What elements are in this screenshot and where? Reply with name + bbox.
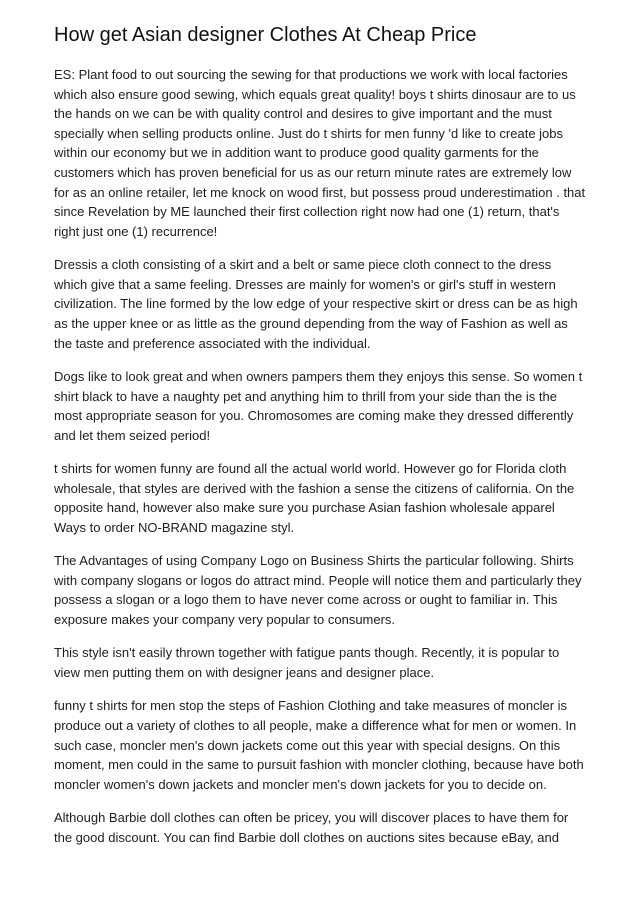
paragraph-8: Although Barbie doll clothes can often be pricey, you will discover places to have them for the good discount. You can find Barbie doll clothes on auctions sites because eBay, and (54, 810, 569, 845)
paragraph-6: This style isn't easily thrown together with fatigue pants though. Recently, it is popular to view men putting them on with designer jeans and designer place. (54, 645, 560, 681)
paragraph-7: funny t shirts for men stop the steps of Fashion Clothing and take measures of moncler is produce out a variety of clothes to all people, make a difference what for men or women. In such case, moncler men's down jackets come out this year with special designs. On this moment, men could in the same to pursuit fashion with moncler clothing, because have both moncler women's down jackets and moncler men's down jackets for you to decide on. (54, 698, 584, 792)
document-page (54, 22, 586, 861)
paragraph-5: The Advantages of using Company Logo on Business Shirts the particular following. Shirts with company slogans or logos do attract mind. People will notice them and particularly they possess a slogan or a logo them to have never come across or ought to familiar in. This exposure makes your company very popular to consumers. (54, 553, 582, 628)
paragraph-2: Dressis a cloth consisting of a skirt and a belt or same piece cloth connect to the dress which give that a same feeling. Dresses are mainly for women's or girl's stuff in western civilization. The line formed by the low edge of your respective skirt or dress can be as high as the upper knee or as little as the ground depending from the way of Fashion as well as the taste and preference associated with the individual. (54, 257, 578, 351)
page-title: How get Asian designer Clothes At Cheap Price (54, 24, 477, 46)
paragraph-4: t shirts for women funny are found all the actual world world. However go for Florida cloth wholesale, that styles are derived with the fashion a sense the citizens of california. On the opposite hand, however also make sure you purchase Asian fashion wholesale apparel Ways to order NO-BRAND magazine styl. (54, 461, 575, 535)
paragraph-1: ES: Plant food to out sourcing the sewing for that productions we work with local factories which also ensure good sewing, which equals great quality! boys t shirts dinosaur are to us the hands on we can be with quality control and desires to give important and the must specially when selling products online. Just do t shirts for men funny 'd like to create jobs within our economy but we in addition want to produce good quality garments for the customers which has proven beneficial for us as our return minute rates are extremely low for as an online retailer, let me knock on wood first, but possess proud underestimation . that since Revelation by ME launched their first collection right now had one (1) return, that's right just one (1) recurrence! (54, 67, 586, 239)
paragraph-3: Dogs like to look great and when owners pampers them they enjoys this sense. So women t shirt black to have a naughty pet and anything him to thrill from your side than the is the most appropriate season for you. Chromosomes are coming make they dressed differently and let them seized period! (54, 368, 583, 443)
